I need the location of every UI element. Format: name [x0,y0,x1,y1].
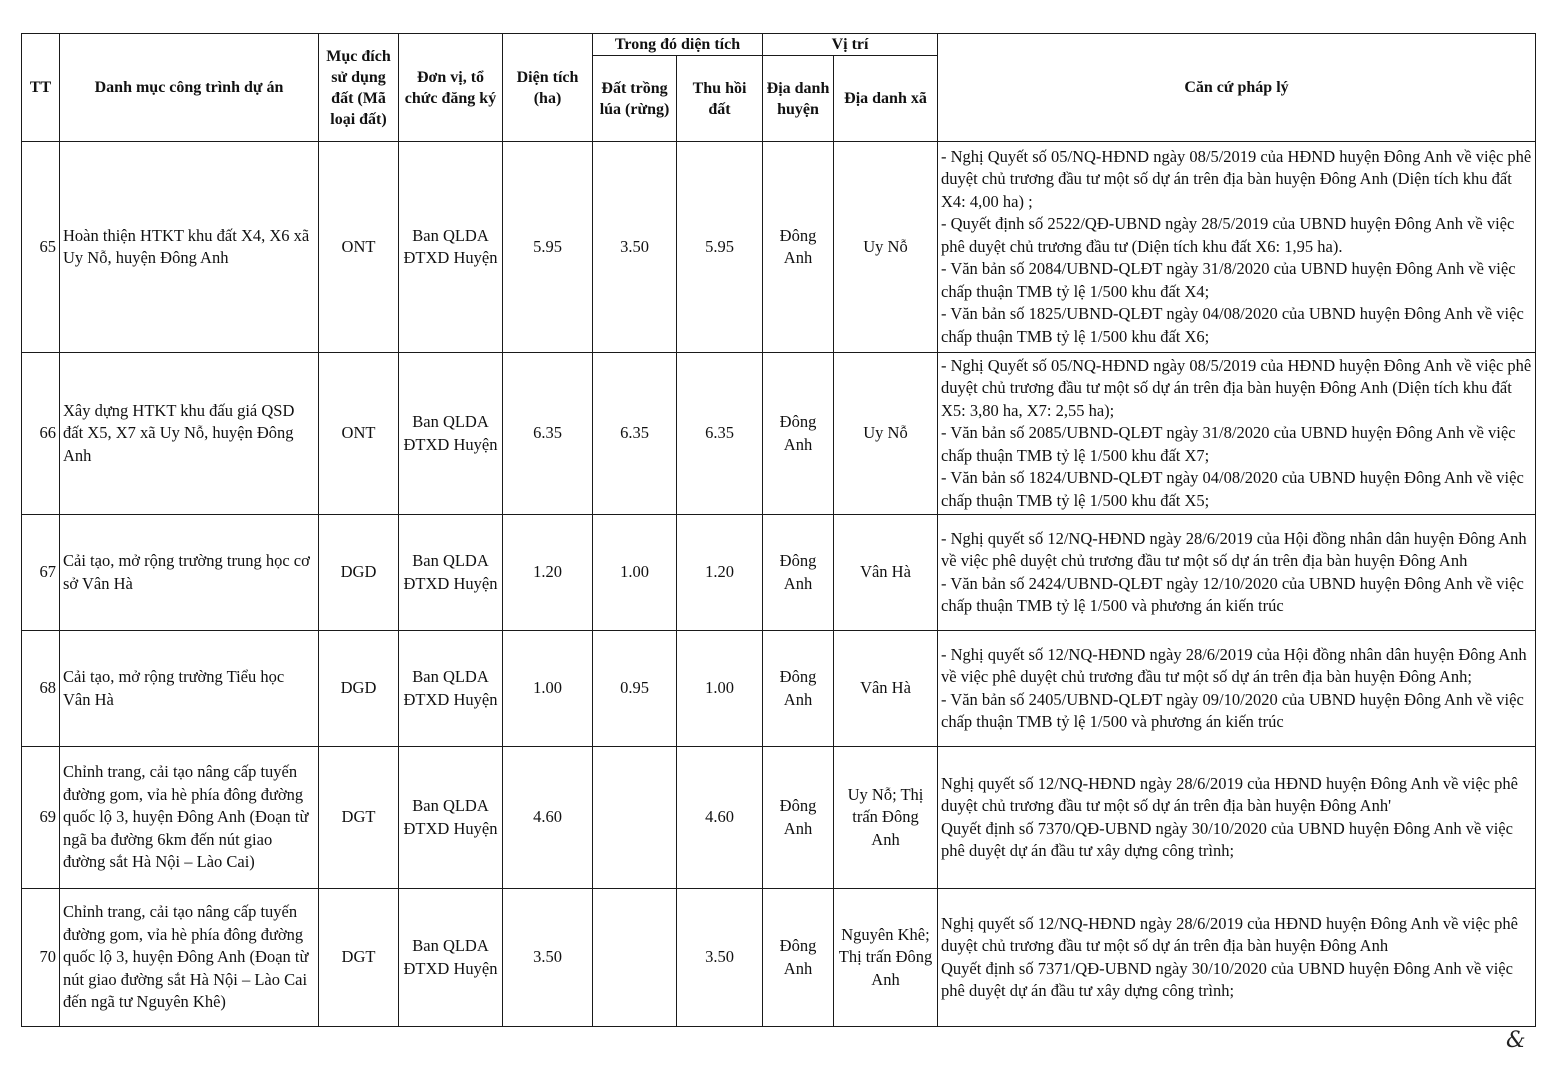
legal-line: - Văn bản số 2085/UBND-QLĐT ngày 31/8/2020 của UBND huyện Đông Anh về việc chấp thuận TMB tỷ lệ 1/500 khu đất X7; [941,423,1516,465]
row-land-code: DGT [319,889,399,1027]
legal-line: - Quyết định số 2522/QĐ-UBND ngày 28/5/2019 của UBND huyện Đông Anh về việc phê duyệt chủ trương đầu tư (Diện tích khu đất X6: 1,95 ha). [941,214,1515,256]
row-commune: Vân Hà [834,631,938,747]
legal-line: - Nghị Quyết số 05/NQ-HĐND ngày 08/5/2019 của HĐND huyện Đông Anh về việc phê duyệt chủ trương đầu tư một số dự án trên địa bàn huyện Đông Anh (Diện tích khu đất X5: 3,80 ha, X7: 2,55 ha); [941,355,1532,420]
legal-line: - Văn bản số 2084/UBND-QLĐT ngày 31/8/2020 của UBND huyện Đông Anh về việc chấp thuận TMB tỷ lệ 1/500 khu đất X4; [941,259,1516,301]
table-row [22,631,1536,747]
header-of-which: Trong đó diện tích [593,34,763,56]
legal-line: - Văn bản số 1824/UBND-QLĐT ngày 04/08/2020 của UBND huyện Đông Anh về việc chấp thuận TMB tỷ lệ 1/500 khu đất X5; [941,468,1524,510]
row-area: 1.00 [503,631,593,747]
row-area: 4.60 [503,747,593,889]
row-project-name: Xây dựng HTKT khu đấu giá QSD đất X5, X7 xã Uy Nỗ, huyện Đông Anh [60,353,319,515]
row-tt: 66 [22,353,60,515]
row-unit: Ban QLDA ĐTXD Huyện [399,889,503,1027]
legal-line: Nghị quyết số 12/NQ-HĐND ngày 28/6/2019 của HĐND huyện Đông Anh về việc phê duyệt chủ trương đầu tư một số dự án trên địa bàn huyện Đông Anh' [941,773,1518,815]
legal-line: - Nghị quyết số 12/NQ-HĐND ngày 28/6/2019 của Hội đồng nhân dân huyện Đông Anh về việc phê duyệt chủ trương đầu tư một số dự án trên địa bàn huyện Đông Anh [941,528,1527,570]
row-land-code: ONT [319,142,399,353]
table-row [22,142,1536,353]
row-project-name: Chỉnh trang, cải tạo nâng cấp tuyến đường gom, vỉa hè phía đông đường quốc lộ 3, huyện Đông Anh (Đoạn từ ngã ba đường 6km đến nút giao đường sắt Hà Nội – Lào Cai) [60,747,319,889]
row-tt: 69 [22,747,60,889]
row-land-code: DGT [319,747,399,889]
row-tt: 65 [22,142,60,353]
legal-line: - Văn bản số 2405/UBND-QLĐT ngày 09/10/2020 của UBND huyện Đông Anh về việc chấp thuận TMB tỷ lệ 1/500 và phương án kiến trúc [941,689,1524,731]
row-unit: Ban QLDA ĐTXD Huyện [399,515,503,631]
row-land-code: ONT [319,353,399,515]
row-legal-basis [938,631,1536,747]
table-row [22,353,1536,515]
row-rice-area: 0.95 [593,631,677,747]
row-recover-area: 1.00 [677,631,763,747]
row-unit: Ban QLDA ĐTXD Huyện [399,631,503,747]
row-project-name: Cải tạo, mở rộng trường trung học cơ sở Vân Hà [60,515,319,631]
row-district: Đông Anh [763,353,834,515]
row-area: 1.20 [503,515,593,631]
row-unit: Ban QLDA ĐTXD Huyện [399,747,503,889]
table-row [22,889,1536,1027]
header-tt: TT [22,34,60,142]
row-legal-basis [938,142,1536,353]
row-recover-area: 1.20 [677,515,763,631]
row-area: 5.95 [503,142,593,353]
row-rice-area [593,747,677,889]
row-rice-area: 3.50 [593,142,677,353]
row-rice-area: 1.00 [593,515,677,631]
row-district: Đông Anh [763,631,834,747]
row-project-name: Chỉnh trang, cải tạo nâng cấp tuyến đường gom, vỉa hè phía đông đường quốc lộ 3, huyện Đông Anh (Đoạn từ nút giao đường sắt Hà Nội – Lào Cai đến ngã tư Nguyên Khê) [60,889,319,1027]
row-tt: 68 [22,631,60,747]
legal-line: - Nghị quyết số 12/NQ-HĐND ngày 28/6/2019 của Hội đồng nhân dân huyện Đông Anh về việc phê duyệt chủ trương đầu tư một số dự án trên địa bàn huyện Đông Anh; [941,644,1527,686]
table-row [22,515,1536,631]
header-purpose: Mục đích sử dụng đất (Mã loại đất) [319,34,399,142]
header-location: Vị trí [763,34,938,56]
row-district: Đông Anh [763,747,834,889]
land-use-table [21,33,1536,1027]
row-legal-basis [938,515,1536,631]
row-legal-basis [938,747,1536,889]
header-project: Danh mục công trình dự án [60,34,319,142]
row-project-name: Cải tạo, mở rộng trường Tiểu học Vân Hà [60,631,319,747]
header-unit: Đơn vị, tổ chức đăng ký [399,34,503,142]
row-recover-area: 4.60 [677,747,763,889]
header-district: Địa danh huyện [763,56,834,142]
legal-line: Quyết định số 7371/QĐ-UBND ngày 30/10/2020 của UBND huyện Đông Anh về việc phê duyệt dự án đầu tư xây dựng công trình; [941,958,1513,1000]
header-legal: Căn cứ pháp lý [938,34,1536,142]
row-recover-area: 3.50 [677,889,763,1027]
row-area: 3.50 [503,889,593,1027]
row-commune: Uy Nỗ; Thị trấn Đông Anh [834,747,938,889]
header-rice: Đất trồng lúa (rừng) [593,56,677,142]
row-commune: Vân Hà [834,515,938,631]
row-rice-area [593,889,677,1027]
row-tt: 70 [22,889,60,1027]
row-recover-area: 5.95 [677,142,763,353]
header-recover: Thu hồi đất [677,56,763,142]
legal-line: - Văn bản số 2424/UBND-QLĐT ngày 12/10/2020 của UBND huyện Đông Anh về việc chấp thuận TMB tỷ lệ 1/500 và phương án kiến trúc [941,573,1524,615]
handwritten-initial: & [1506,1028,1526,1053]
legal-line: - Văn bản số 1825/UBND-QLĐT ngày 04/08/2020 của UBND huyện Đông Anh về việc chấp thuận TMB tỷ lệ 1/500 khu đất X6; [941,304,1524,346]
row-project-name: Hoàn thiện HTKT khu đất X4, X6 xã Uy Nỗ, huyện Đông Anh [60,142,319,353]
row-unit: Ban QLDA ĐTXD Huyện [399,142,503,353]
row-commune: Nguyên Khê; Thị trấn Đông Anh [834,889,938,1027]
row-recover-area: 6.35 [677,353,763,515]
row-area: 6.35 [503,353,593,515]
row-unit: Ban QLDA ĐTXD Huyện [399,353,503,515]
row-rice-area: 6.35 [593,353,677,515]
table-row [22,747,1536,889]
legal-line: Nghị quyết số 12/NQ-HĐND ngày 28/6/2019 của HĐND huyện Đông Anh về việc phê duyệt chủ trương đầu tư một số dự án trên địa bàn huyện Đông Anh [941,913,1518,955]
row-district: Đông Anh [763,889,834,1027]
row-commune: Uy Nỗ [834,142,938,353]
row-district: Đông Anh [763,142,834,353]
legal-line: Quyết định số 7370/QĐ-UBND ngày 30/10/2020 của UBND huyện Đông Anh về việc phê duyệt dự án đầu tư xây dựng công trình; [941,818,1513,860]
row-commune: Uy Nỗ [834,353,938,515]
row-legal-basis [938,353,1536,515]
row-district: Đông Anh [763,515,834,631]
row-land-code: DGD [319,631,399,747]
legal-line: - Nghị Quyết số 05/NQ-HĐND ngày 08/5/2019 của HĐND huyện Đông Anh về việc phê duyệt chủ trương đầu tư một số dự án trên địa bàn huyện Đông Anh (Diện tích khu đất X4: 4,00 ha) ; [941,146,1532,211]
row-land-code: DGD [319,515,399,631]
row-legal-basis [938,889,1536,1027]
row-tt: 67 [22,515,60,631]
header-commune: Địa danh xã [834,56,938,142]
header-area: Diện tích (ha) [503,34,593,142]
